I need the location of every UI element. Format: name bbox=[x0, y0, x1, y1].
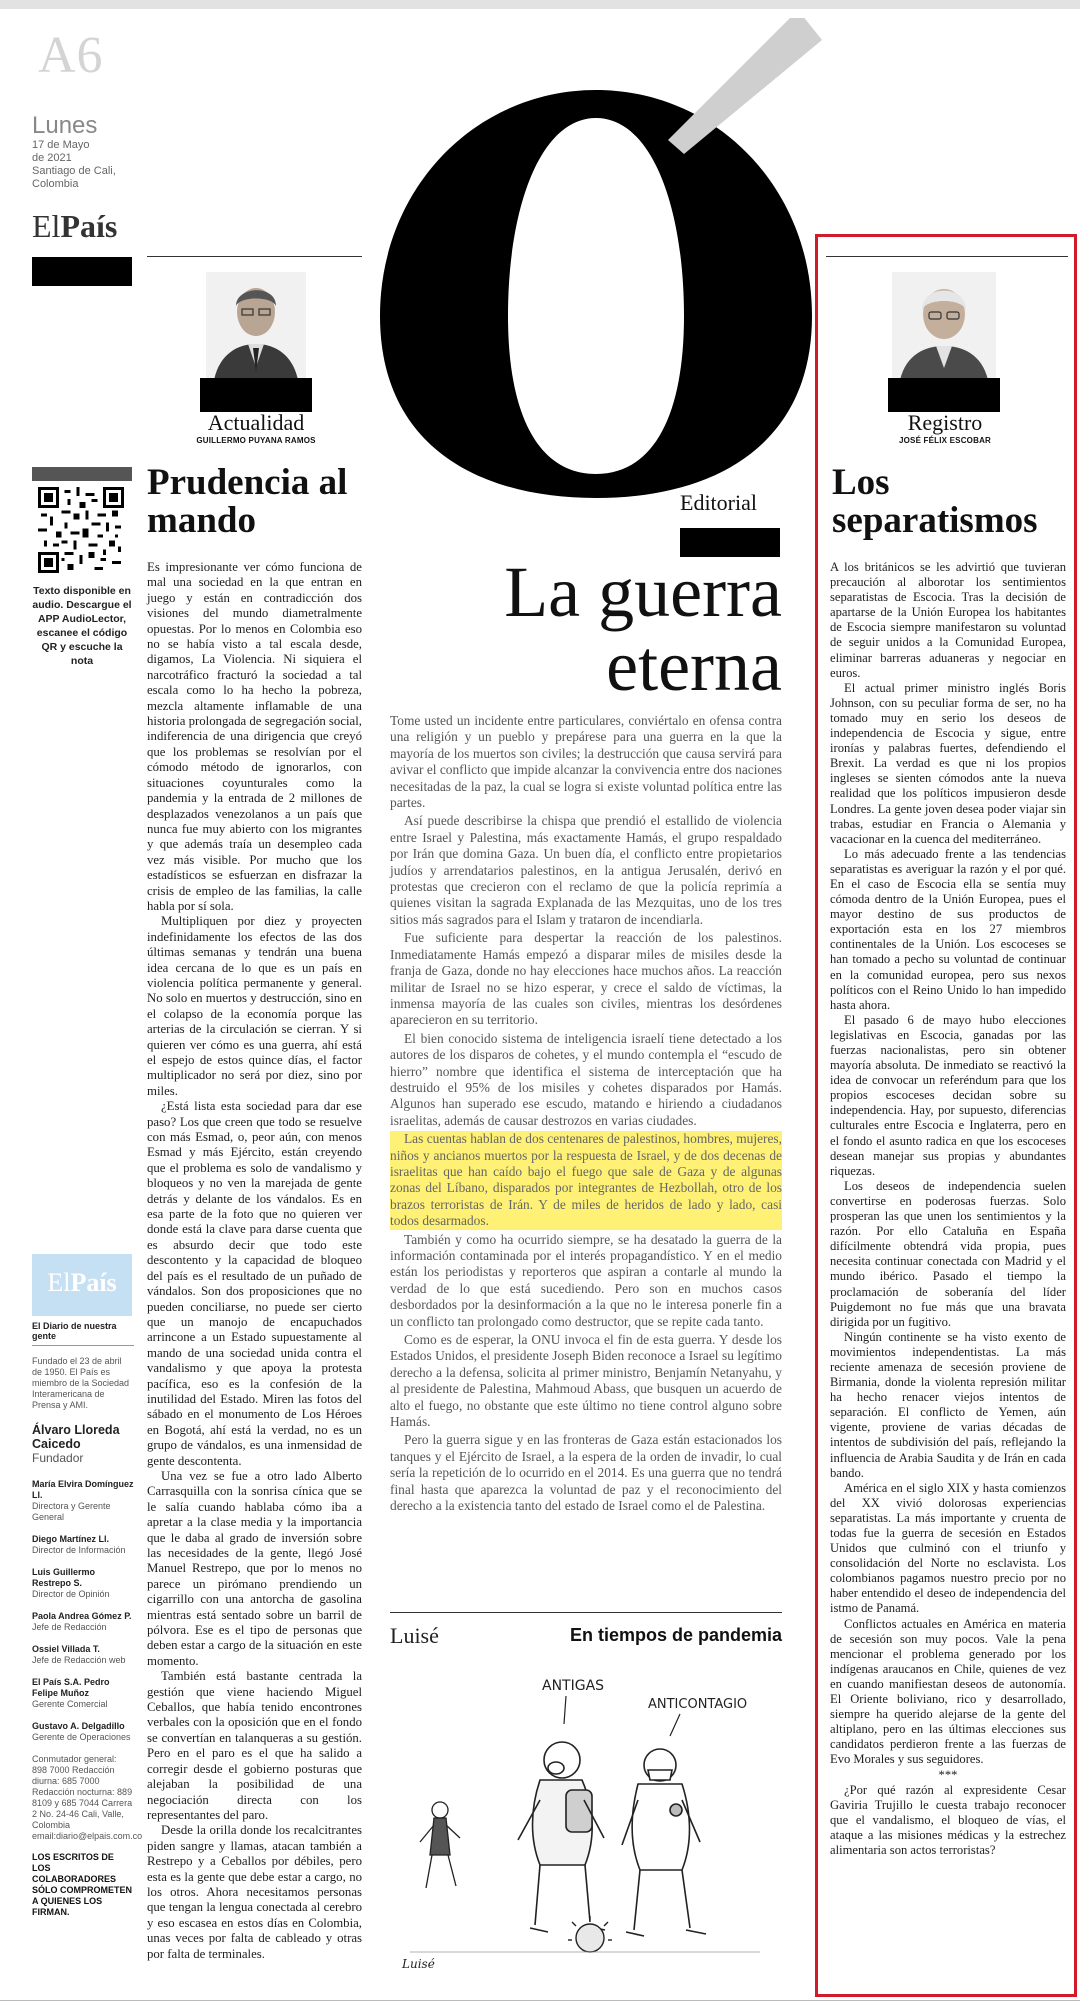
dateline: 17 de Mayo de 2021 Santiago de Cali, Colombia bbox=[32, 139, 116, 190]
audio-note: Texto disponible en audio. Descargue el APP AudioLector, escanee el código QR y escuche la nota bbox=[32, 585, 132, 667]
col3-headline: Los separatismos bbox=[832, 462, 1038, 541]
editorial-body: Tome usted un incidente entre particulares, conviértalo en ofensa contra una religión y un pueblo y prepárese para una guerra en la que la mayoría de los muertos son civiles; la destrucción que causa servirá para avivar el conflicto que impide alcanzar la convivencia entre dos naciones necesitadas de la paz, la cual se logra si existe voluntad política entre las partes. Así puede describirse la chispa que prendió el estallido de violencia entre Israel y Palestina, más exactamente Hamás, el grupo respaldado por Irán que domina Gaza. Un buen día, el conflicto entre propietarios judíos y arrendatarios palestinos, en la antigua Jerusalén, derivó en protestas que crecieron con el reclamo de que la policía reprimía a quienes visitan la sagrada Explanada de las Mezquitas, uno de los tres sitios más sagrados para el Islam y trataron de incendiarla. Fue suficiente para despertar la reacción de los palestinos. Inmediatamente Hamás empezó a disparar miles de misiles desde la franja de Gaza, donde no hay elecciones hace muchos años. La reacción militar de Israel no se hizo esperar, y crece el saldo de víctimas, la inmensa mayoría de las cuales son civiles, mientras los desórdenes aparecieron en su territorio. El bien conocido sistema de inteligencia israelí tiene detectado a los autores de los disparos de cohetes, y el mundo contempla el “escudo de hierro” nombre que identifica el sistema de interceptación que ha destruido el 95% de los misiles y cohetes disparados por Hamás. Algunos han superado ese escudo, matando e hiriendo a ciudadanos israelitas, además de causar destrozos en varias ciudades. Las cuentas hablan de dos centenares de palestinos, hombres, mujeres, niños y ancianos muertos por la respuesta de Israel, y de dos decenas de israelitas que han caído bajo el fuego que sale de Gaza y de algunas zonas del Líbano, disparados por integrantes de Hezbollah, otro de los brazos terroristas de Irán. Y de miles de heridos de lado y lado, casi todos desarmados. También y como ha ocurrido siempre, se ha desatado la guerra de la información contaminada por el interés propagandístico. Y en el medio están los periodistas y reporteros que aspiran a contarle al mundo la verdad de lo que está sucediendo. Pero son en muchos casos desbordados por la desinformación a la que no le interesa ponerle fin a un conflicto tan prolongado como destructor, que se repite cada tanto. Como es de esperar, la ONU invoca el fin de esta guerra. Y desde los Estados Unidos, el presidente Joseph Biden reconoce a Israel su legítimo derecho a la defensa, solicita al primer ministro, Benjamín Netanyahu, y al presidente de Palestina, Mahmoud Abass, que busquen un acuerdo de alto el fuego, no obstante que este último no tiene control alguno sobre Hamás. Pero la guerra sigue y en las fronteras de Gaza están estacionados los tanques y el Ejército de Israel, a la espera de la orden de invadir, lo cual sería la repetición de lo ocurrido en el 2014. Es una guerra que no tendrá final hasta que aparezca la voluntad de paz y el reconocimiento del derecho a la existencia tanto del estado de Israel como el de Palestina. bbox=[390, 713, 782, 1514]
cartoon-title: En tiempos de pandemia bbox=[569, 1625, 782, 1645]
staff-box bbox=[32, 1321, 143, 1918]
page-number: A6 bbox=[38, 27, 104, 84]
staff-role: Director de Opinión bbox=[32, 1589, 110, 1599]
editorial-label: Editorial bbox=[680, 490, 757, 515]
founder-name: Álvaro Lloreda Caicedo bbox=[32, 1423, 120, 1451]
masthead-founded: Fundado el 23 de abril de 1950. El País es miembro de la Sociedad Interamericana de Prensa y AMI. bbox=[32, 1356, 130, 1410]
day-label: Lunes bbox=[32, 112, 98, 139]
qr-code-icon[interactable] bbox=[38, 487, 124, 573]
col3-section: Registro bbox=[907, 410, 983, 435]
photo-redaction-bar bbox=[200, 378, 312, 412]
cartoon-signature: Luisé bbox=[402, 1957, 435, 1971]
col1-body: Es impresionante ver cómo funciona de mal una sociedad en la que entran en juego y están en contradicción dos visiones del mundo diametralmente opuestas. Por lo menos en Colombia eso no se había visto a tal escala desde, digamos, La Violencia. Ni siquiera el narcotráfico fracturó la sociedad a tal escala como lo ha hecho la pobreza, mezcla altamente inflamable de una historia prolongada de segregación social, indiferencia de una dirigencia que creyó que los problemas se resolvían por el cómodo método de ignorarlos, con situaciones coyunturales como la pandemia y la entrada de 2 millones de desplazados venezolanos a un país que nunca fue muy abierto con los migrantes y que además traía un desempleo cada vez más visible. Por mucho que los estadísticos se esfuerzan en disfrazar la crisis de empleo de las familias, la calle habla por sí sola. Multipliquen por diez y proyecten indefinidamente los efectos de las dos últimas semanas y tendrán una buena idea cercana de lo que es un país en violencia política permanente y general. No solo en muertos y destrucción, sino en el colapso de la economía porque las arterias de la circulación se cierran. Y si quieren ver cómo es una guerra, ahí está el espejo de estos quince días, el factor multiplicador no será por diez, sino por miles. ¿Está lista esta sociedad para dar ese paso? Los que creen que todo se resuelve con más Esmad, o, peor aún, con menos Esmad y más Ejército, están creyendo que el problema es solo de vandalismo y bloqueos y no ven la marejada de gente detrás y delante de los vándalos. Es en esa parte de la foto que no quieren ver donde está la clave para darse cuenta que es absurdo decir que todo este descontento y la capacidad de bloqueo del país es el resultado de un puñado de vándalos. Son dos proposiciones que no pueden conciliarse, no puede ser cierto que un manojo de encapuchados arrincone a un Estado supuestamente al mando de una sociedad unida contra el vandalismo y que apoya la protesta pacífica, eso es la confesión de la inutilidad del Estado. Miren las fotos del sábado en el monumento de Los Héroes en Bogotá, ahí está la verdad, no es un grupo de vándalos, es una inmensidad de gente descontenta. Una vez se fue a otro lado Alberto Carrasquilla con la sonrisa cínica que se le salía cuando hablaba cómo iba a apretar a la clase media y la importancia que le daba al grado de inversión sobre las necesidades de la gente, llegó José Manuel Restrepo, que por lo menos no parece un pirómano prendiendo un cigarrillo con una antorcha de gasolina mientras está sentado sobre un barril de pólvora. Ese es el tipo de personas que deben estar a cargo de la situación en este momento. También está bastante centrada la gestión que viene haciendo Miguel Ceballos, que había tenido encontrones verbales con la oposición que en el fondo se convertían en talanqueras a su gestión. Pero en el paro es el que ha salido a corregir desde el gobierno posturas que alejaban la posibilidad de una negociación directa con los representantes del paro. Desde la orilla donde los recalcitrantes piden sangre y llamas, atacan también a Restrepo y a Ceballos por débiles, pero esta es la gente que debe estar a cargo, no los otros. Ahora necesitamos personas que tengan la lengua conectada al cerebro y eso escasea en estos días en Colombia, unas veces por falta de cableado y otras por falta de terminales. bbox=[147, 560, 362, 1961]
cartoon-rule bbox=[390, 1612, 782, 1613]
staff-name: Diego Martínez Ll. bbox=[32, 1534, 110, 1544]
editorial-title: La guerra eterna bbox=[504, 552, 782, 706]
bottom-rule bbox=[0, 2000, 1080, 2001]
cartoon-label-left: ANTIGAS bbox=[542, 1678, 605, 1694]
staff-role: Director de Información bbox=[32, 1545, 126, 1555]
author-photo bbox=[206, 272, 306, 380]
cartoon-illustration bbox=[390, 1660, 782, 1978]
cartoon-artist: Luisé bbox=[390, 1623, 439, 1648]
col1-headline: Prudencia al mando bbox=[147, 462, 348, 541]
masthead-logo: ElPaís bbox=[32, 1254, 132, 1316]
staff-name: María Elvira Domínguez Ll. bbox=[32, 1479, 134, 1500]
staff-role: Directora y Gerente General bbox=[32, 1501, 111, 1522]
col3-author: JOSÉ FÉLIX ESCOBAR bbox=[898, 436, 992, 445]
staff-name: El País S.A. Pedro Felipe Muñoz bbox=[32, 1677, 110, 1698]
founder-role: Fundador bbox=[32, 1451, 84, 1465]
disclaimer: LOS ESCRITOS DE LOS COLABORADORES SÓLO COMPROMETEN A QUIENES LOS FIRMAN. bbox=[32, 1852, 133, 1917]
col1-rule bbox=[147, 256, 362, 257]
col1-author: GUILLERMO PUYANA RAMOS bbox=[196, 436, 316, 445]
brand-logo: ElPaís bbox=[32, 208, 118, 244]
masthead-slogan: El Diario de nuestra gente bbox=[32, 1321, 134, 1346]
staff-name: Paola Andrea Gómez P. bbox=[32, 1611, 132, 1621]
staff-role: Gerente Comercial bbox=[32, 1699, 108, 1709]
top-bar bbox=[0, 0, 1080, 9]
highlight-box bbox=[815, 234, 1077, 1997]
staff-name: Gustavo A. Delgadillo bbox=[32, 1721, 125, 1731]
contact-info: Conmutador general: 898 7000 Redacción diurna: 685 7000 Redacción nocturna: 889 8109 y 685 7044 Carrera 2 No. 24-46 Cali, Valle, Colombia email:diario@elpais.com.co bbox=[32, 1754, 143, 1841]
redaction-bar bbox=[32, 257, 132, 286]
staff-name: Luis Guillermo Restrepo S. bbox=[32, 1567, 96, 1588]
staff-name: Ossiel Villada T. bbox=[32, 1644, 100, 1654]
col1-section: Actualidad bbox=[207, 410, 305, 435]
cartoon-label-right: ANTICONTAGIO bbox=[648, 1697, 748, 1712]
separator: *** bbox=[938, 1767, 958, 1782]
staff-role: Gerente de Operaciones bbox=[32, 1732, 131, 1742]
highlighted-paragraph: Las cuentas hablan de dos centenares de palestinos, hombres, mujeres, niños y ancianos muertos por la respuesta de Israel, y de dos decenas de israelitas que han caído bajo el fuego que sale de Gaza y de algunas zonas del Líbano, disparados por integrantes de Hezbollah, otro de los brazos terroristas de Irán. Y de miles de heridos de lado y lado, casi todos desarmados. bbox=[390, 1131, 782, 1229]
qr-header-bar bbox=[32, 467, 132, 481]
col3-body: A los británicos se les advirtió que tuvieran precaución al alborotar los sentimientos separatistas de Escocia. Tras la decisión de apartarse de la Unión Europea los habitantes de Escocia siempre manifestaron su voluntad de seguir unidos a la Comunidad Europea, eliminar barreras aduaneras y negociar en euros. El actual primer ministro inglés Boris Johnson, con su peculiar forma de ser, no ha tomado muy en serio los deseos de independencia de Escocia y sigue, entre ironías y palabras fuertes, defendiendo el Brexit. La verdad es que ni los propios ingleses se sienten cómodos ante la nueva realidad que los políticos impusieron desde Londres. La gente joven desea poder viajar sin trabas, estudiar en Francia o Alemania y vacacionar en la cuenca del mediterráneo. Lo más adecuado frente a las tendencias separatistas es averiguar la razón y el por qué. En el caso de Escocia ella se sentía muy cómoda dentro de la Unión Europea, pues el mayor destino de sus productos de exportación esta en los 27 miembros continentales de la Unión. Los escoceses se han tomado a pecho su voluntad de continuar en la comunidad europea, pero sus nexos políticos con el Reino Unido lo han impedido hasta ahora. El pasado 6 de mayo hubo elecciones legislativas en Escocia, ganadas por las fuerzas nacionalistas, pero sin obtener mayoría absoluta. De inmediato se reactivó la idea de convocar un referéndum para que los propios escoceses decidan sobre su independencia. Hay, por supuesto, diferencias culturales entre Escocia e Inglaterra, pero en el fondo el asunto radica en que los escoceses desean manejar sus propias y abundantes riquezas. Los deseos de independencia suelen convertirse en poderosas fuerzas. Solo prosperan las que unen los sentimientos y la razón. Por ello Cataluña en España difícilmente obtendrá vida propia, pues necesita continuar conectada con Madrid y el mundo ibérico. Pasado el tiempo la proclamación de soberanía del líder Puigdemont no fue más que una bravata dirigida por un fugitivo. Ningún continente se ha visto exento de movimientos independentistas. La más reciente amenaza de secesión proviene de Birmania, donde la violenta represión militar ha hecho renacer viejos intentos de separación. El conflicto de Yemen, aún vigente, proviene de varias décadas de intentos de subdivisión del país, reflejando la influencia de Arabia Saudita y de Irán en cada bando. América en el siglo XIX y hasta comienzos del XX vivió dolorosas experiencias separatistas. La más importante y cruenta de todas fue la guerra de secesión en Estados Unidos que culminó con el triunfo y consolidación del Norte no esclavista. Los colombianos pagamos nuestro precio por no haber entendido el deseo de independencia del istmo de Panamá. Conflictos actuales en América en materia de secesión son muy pocos. Vale la pena mencionar el problema generado por los indígenas araucanos en Chile, quienes de vez en cuando manifiestan deseos de autonomía. El Oriente boliviano, rico y desarrollado, siempre ha querido alejarse de la gente del altiplano, pero en las últimas elecciones sus candidatos perdieron frente a las fuerzas de Evo Morales y sus seguidores. *** ¿Por qué razón al expresidente Cesar Gaviria Trujillo le cuesta trabajo reconocer que el vandalismo, el bloqueo de vías, el ataque a las misiones médicas y la estrechez alimentaria son actos terroristas? bbox=[830, 560, 1066, 1857]
staff-role: Jefe de Redacción bbox=[32, 1622, 107, 1632]
opinion-o-logo bbox=[366, 18, 826, 498]
staff-role: Jefe de Redacción web bbox=[32, 1655, 126, 1665]
